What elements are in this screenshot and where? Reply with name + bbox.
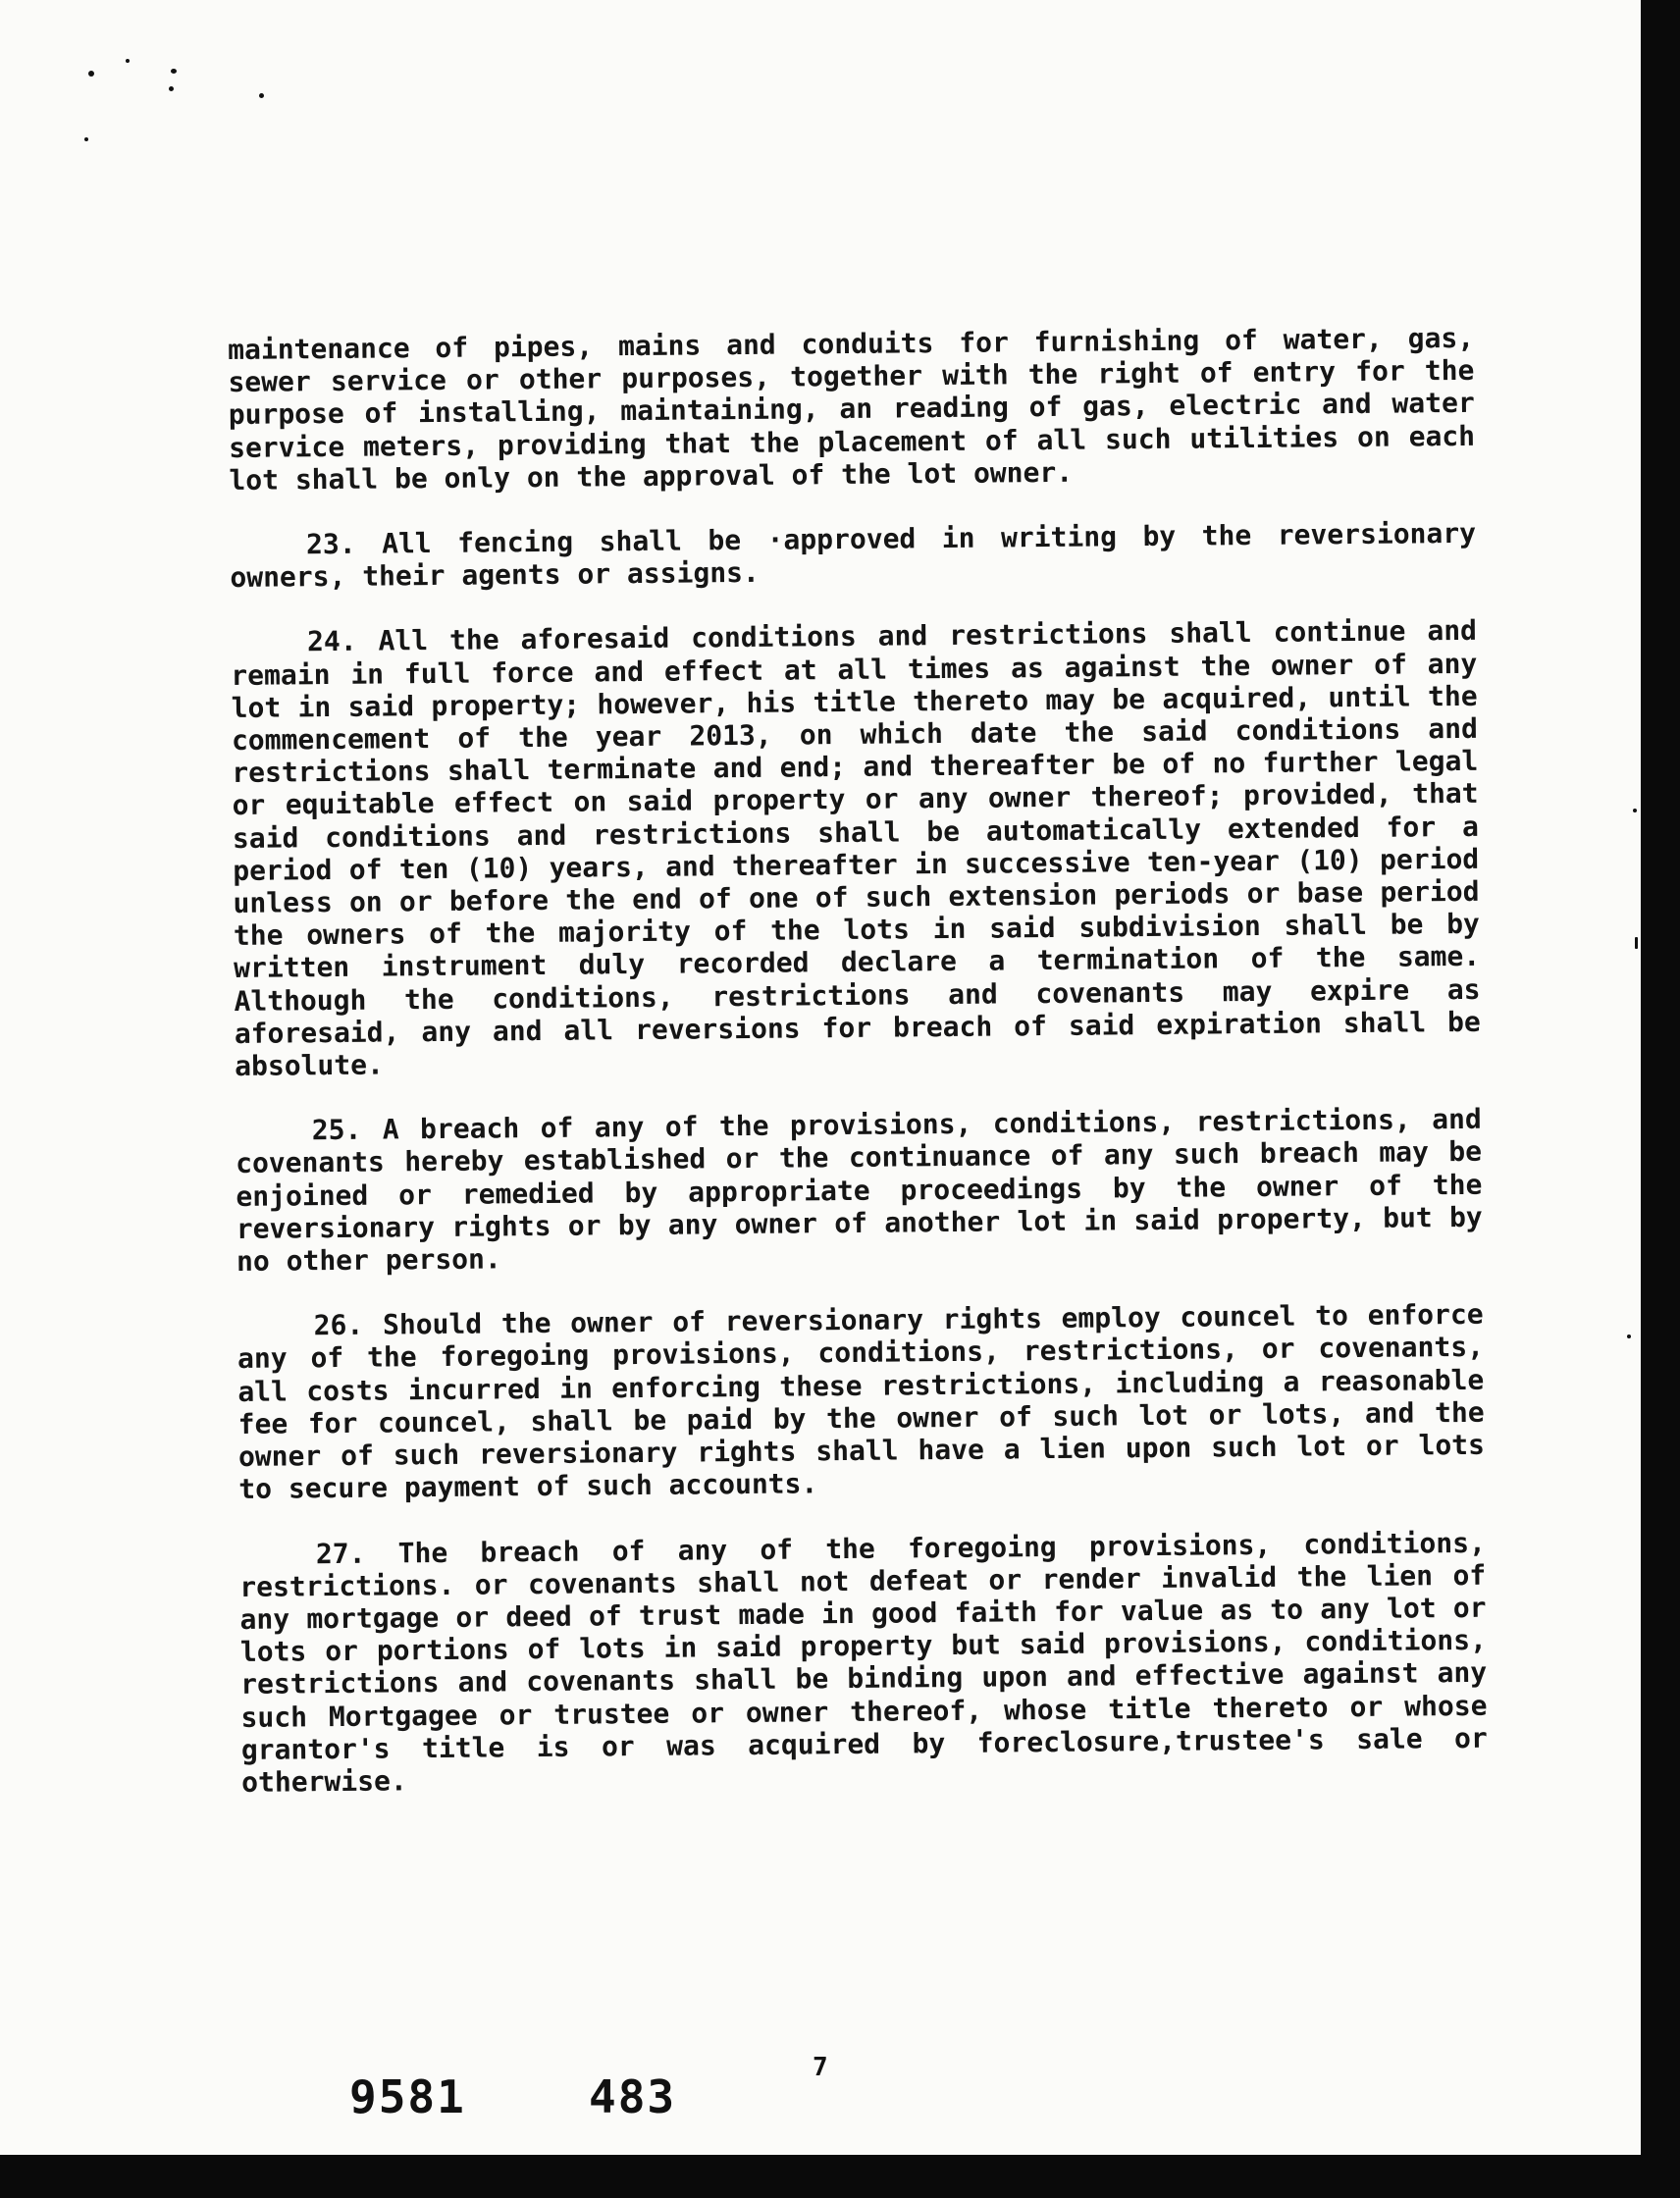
- scan-speck: [169, 86, 174, 91]
- paragraph-23: 23. All fencing shall be ·approved in writing by the reversionary owners, their agents or assigns.: [230, 516, 1477, 595]
- paragraph-27: 27. The breach of any of the foregoing provisions, conditions, restrictions. or covenants shall not defeat or render invalid the lien of any mortgage or deed of trust made in good faith for value as to any lot or lots or portions of lots in said property but said provisions, conditions, restrictions and covenants shall be binding upon and effective against any such Mortgagee or trustee or owner thereof, whose title thereto or whose grantor's title is or was acquired by foreclosure,trustee's sale or otherwise.: [239, 1526, 1488, 1799]
- scan-speck: [84, 137, 88, 141]
- paragraph-25: 25. A breach of any of the provisions, conditions, restrictions, and covenants hereby established or the continuance of any such breach may be enjoined or remedied by appropriate proceedings by the owner of the reversionary rights or by any owner of another lot in said property, but by no other person.: [235, 1103, 1483, 1279]
- page-number: 7: [813, 2053, 828, 2082]
- scan-speck: [171, 69, 177, 74]
- paragraph-24: 24. All the aforesaid conditions and restrictions shall continue and remain in full force and effect at all times as against the owner of any lot in said property; however, his title thereto may be acquired, until the commencement of the year 2013, on which date the said conditions and restrictions shall terminate and end; and thereafter be of no further legal or equitable effect on said property or any owner thereof; provided, that said conditions and restrictions shall be automatically extended for a period of ten (10) years, and thereafter in successive ten-year (10) period unless on or before the end of one of such extension periods or base period the owners of the majority of the lots in said subdivision shall be by written instrument duly recorded declare a termination of the same. Although the conditions, restrictions and covenants may expire as aforesaid, any and all reversions for breach of said expiration shall be absolute.: [231, 614, 1481, 1083]
- recording-book-number: 9581: [349, 2070, 466, 2123]
- paragraph-26: 26. Should the owner of reversionary rights employ councel to enforce any of the foregoing provisions, conditions, restrictions, or covenants, all costs incurred in enforcing these restrictions, including a reasonable fee for councel, shall be paid by the owner of such lot or lots, and the owner of such reversionary rights shall have a lien upon such lot or lots to secure payment of such accounts.: [236, 1298, 1486, 1506]
- recording-page-number: 483: [589, 2070, 677, 2123]
- scan-speck: [1627, 1334, 1631, 1338]
- scan-speck: [126, 59, 130, 63]
- scan-speck: [1635, 937, 1638, 949]
- paragraph-continuation: maintenance of pipes, mains and conduits for furnishing of water, gas, sewer service or other purposes, together with the right of entry for the purpose of installing, maintaining, an reading of gas, electric and water service meters, providing that the placement of all such utilities on each lot shall be only on the approval of the lot owner.: [228, 321, 1476, 497]
- scan-speck: [259, 93, 264, 98]
- scan-speck: [1633, 809, 1637, 812]
- scan-speck: [88, 71, 94, 77]
- document-body: [228, 322, 1489, 1831]
